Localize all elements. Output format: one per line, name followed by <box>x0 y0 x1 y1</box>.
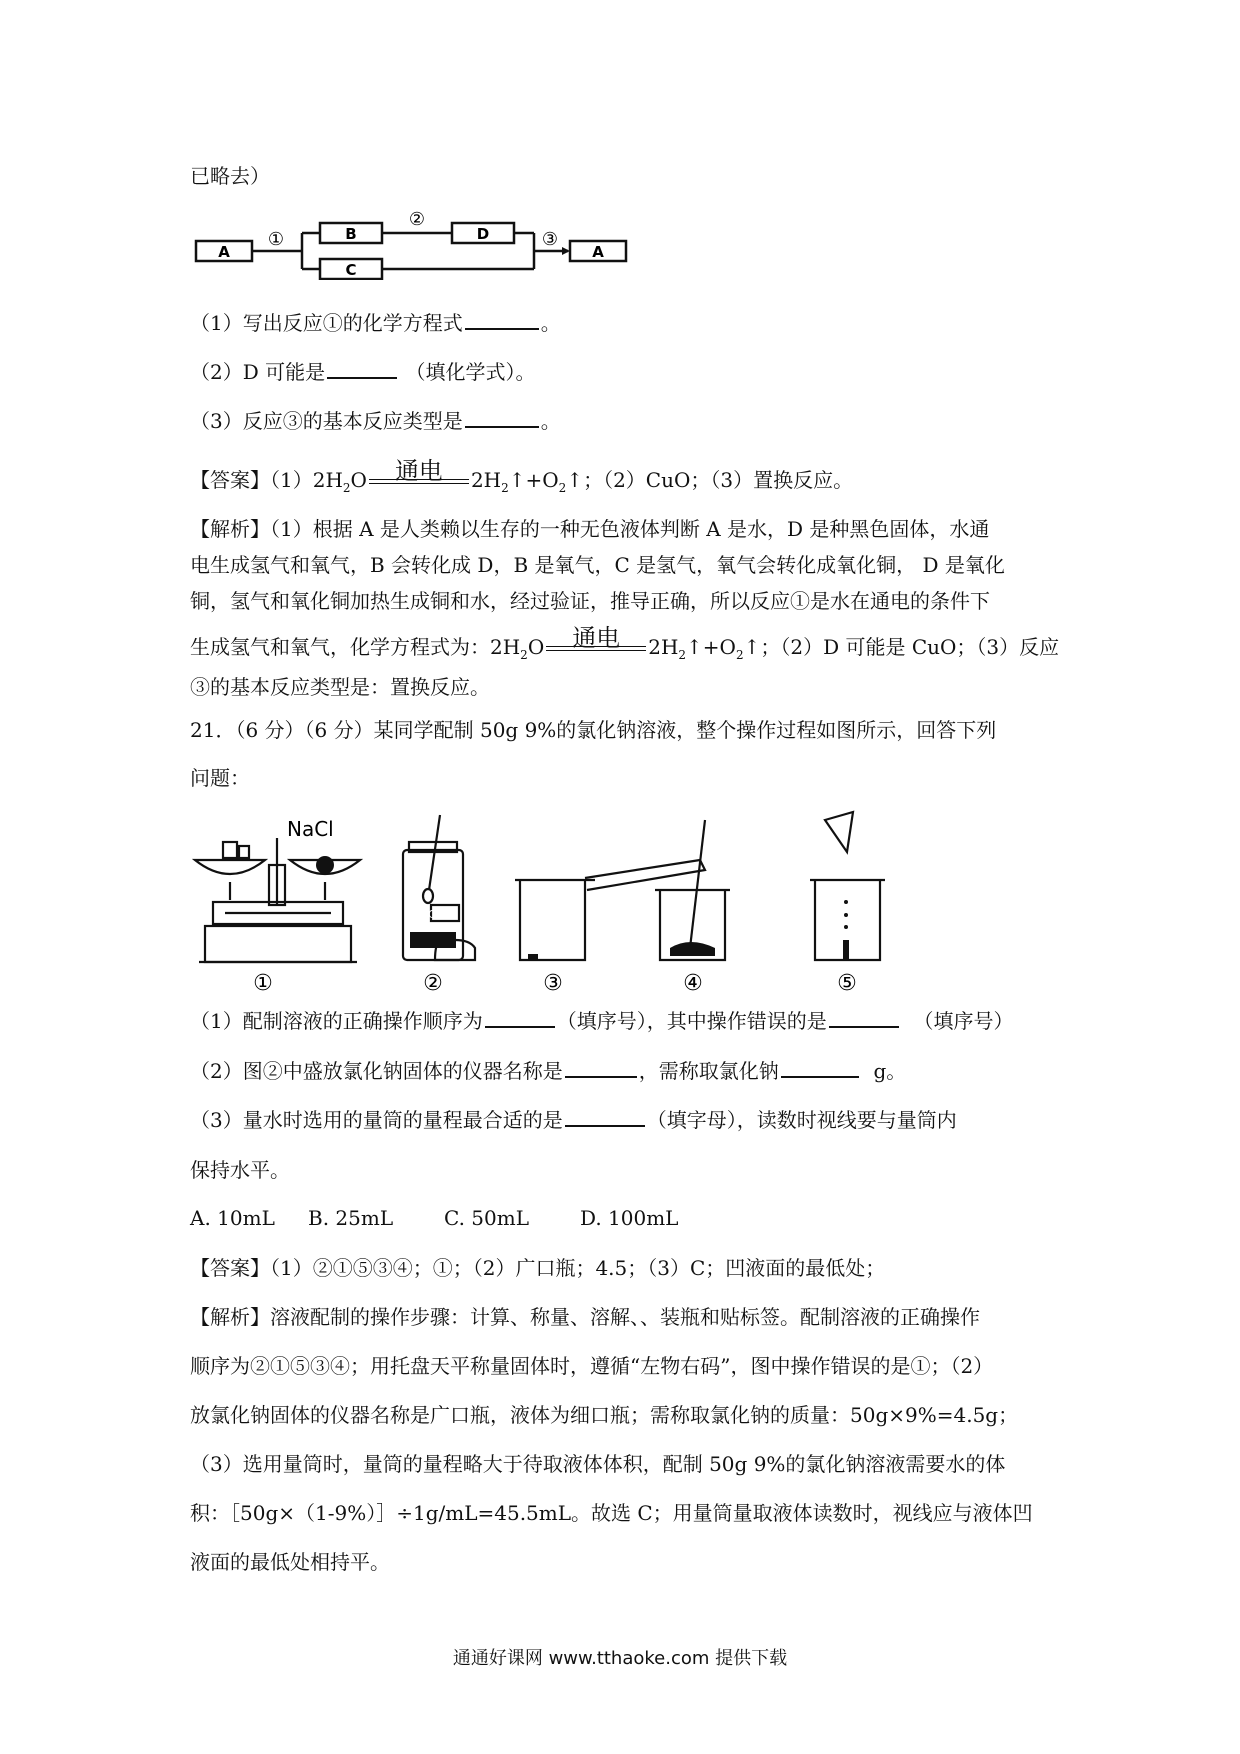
flow-box-a-start: A <box>218 243 230 261</box>
flow-box-a-end: A <box>592 243 604 261</box>
q21-part3: （3）量水时选用的量筒的量程最合适的是 （填字母），读数时视线要与量筒内 <box>190 1108 957 1132</box>
q21-analysis-line6: 液面的最低处相持平。 <box>190 1550 390 1574</box>
jar-label: NaCl <box>413 908 439 921</box>
q21-answer: 【答案】（1）②①⑤③④；①；（2）广口瓶；4.5；（3）C；凹液面的最低处； <box>190 1256 886 1280</box>
q21-stem-line1: 21．（6 分）（6 分）某同学配制 50g 9%的氯化钠溶液，整个操作过程如图所示，回答下列 <box>190 718 997 742</box>
option-c: C. 50mL <box>444 1206 529 1230</box>
q21-analysis-line3: 放氯化钠固体的仪器名称是广口瓶，液体为细口瓶；需称取氯化钠的质量：50g×9%=4.5g； <box>190 1403 1019 1427</box>
flow-step-2: ② <box>408 209 426 230</box>
analysis-label: 【解析】 <box>190 517 270 541</box>
q20-analysis-line5: ③的基本反应类型是：置换反应。 <box>190 675 490 699</box>
analysis-label: 【解析】 <box>190 1305 270 1329</box>
q21-part2: （2）图②中盛放氯化钠固体的仪器名称是 ，需称取氯化钠 g。 <box>190 1059 907 1083</box>
lab-procedure-figure <box>185 810 1065 995</box>
nacl-label: NaCl <box>287 817 334 841</box>
fig-label-4: ④ <box>683 971 703 995</box>
q20-analysis-line1: 【解析】（1）根据 A 是人类赖以生存的一种无色液体判断 A 是水，D 是种黑色固体，水通 <box>190 517 990 541</box>
q20-part1: （1）写出反应①的化学方程式 。 <box>190 311 561 335</box>
option-b: B. 25mL <box>308 1206 394 1230</box>
fig-label-2: ② <box>423 971 443 995</box>
reaction-flow-diagram <box>190 205 630 280</box>
q20-answer: 【答案】$(1)2H_2O$ 通电 $2H_2↑+O_2↑$；（2）CuO；（3）置换反应。 <box>190 457 854 495</box>
answer-label: 【答案】 <box>190 1256 270 1280</box>
flow-box-c: C <box>345 261 357 279</box>
q20-part2: （2）D 可能是 （填化学式）。 <box>190 360 536 384</box>
q21-analysis-line2: 顺序为②①⑤③④；用托盘天平称量固体时，遵循“左物右码”，图中操作错误的是①；（2） <box>190 1354 994 1378</box>
option-d: D. 100mL <box>580 1206 679 1230</box>
q21-stem-line2: 问题： <box>190 766 250 790</box>
q21-part3-line2: 保持水平。 <box>190 1158 290 1182</box>
answer-label: 【答案】 <box>190 468 270 492</box>
flow-box-b: B <box>345 225 357 243</box>
fig-label-5: ⑤ <box>837 971 857 995</box>
fig-label-3: ③ <box>543 971 563 995</box>
q21-part1: （1）配制溶液的正确操作顺序为 （填序号），其中操作错误的是 （填序号） <box>190 1009 1014 1033</box>
flow-step-3: ③ <box>541 229 559 250</box>
q20-analysis-line4: 生成氢气和氧气，化学方程式为：$2H_2O$ 通电 $2H_2↑+O_2↑$；（2）D 可能是 CuO；（3）反应 <box>190 624 1060 662</box>
q20-part3: （3）反应③的基本反应类型是 。 <box>190 409 561 433</box>
flow-step-1: ① <box>267 229 285 250</box>
q21-analysis-line1: 【解析】溶液配制的操作步骤：计算、称量、溶解、、装瓶和贴标签。配制溶液的正确操作 <box>190 1305 980 1329</box>
intro-tail: 已略去） <box>190 164 270 188</box>
q21-analysis-line4: （3）选用量筒时，量筒的量程略大于待取液体体积，配制 50g 9%的氯化钠溶液需要水的体 <box>190 1452 1006 1476</box>
fig-label-1: ① <box>253 971 273 995</box>
q21-options <box>190 1208 678 1228</box>
q21-analysis-line5: 积：［50g×（1-9%）］÷1g/mL=45.5mL。故选 C；用量筒量取液体读数时，视线应与液体凹 <box>190 1501 1033 1525</box>
page-footer: 通通好课网 www.tthaoke.com 提供下载 <box>452 1648 788 1669</box>
q20-analysis-line3: 铜，氢气和氧化铜加热生成铜和水，经过验证，推导正确，所以反应①是水在通电的条件下 <box>190 589 990 613</box>
q20-analysis-line2: 电生成氢气和氧气，B 会转化成 D，B 是氧气，C 是氢气，氧气会转化成氧化铜， D 是氧化 <box>190 553 1005 577</box>
option-a: A. 10mL <box>190 1206 275 1230</box>
flow-box-d: D <box>476 225 490 243</box>
